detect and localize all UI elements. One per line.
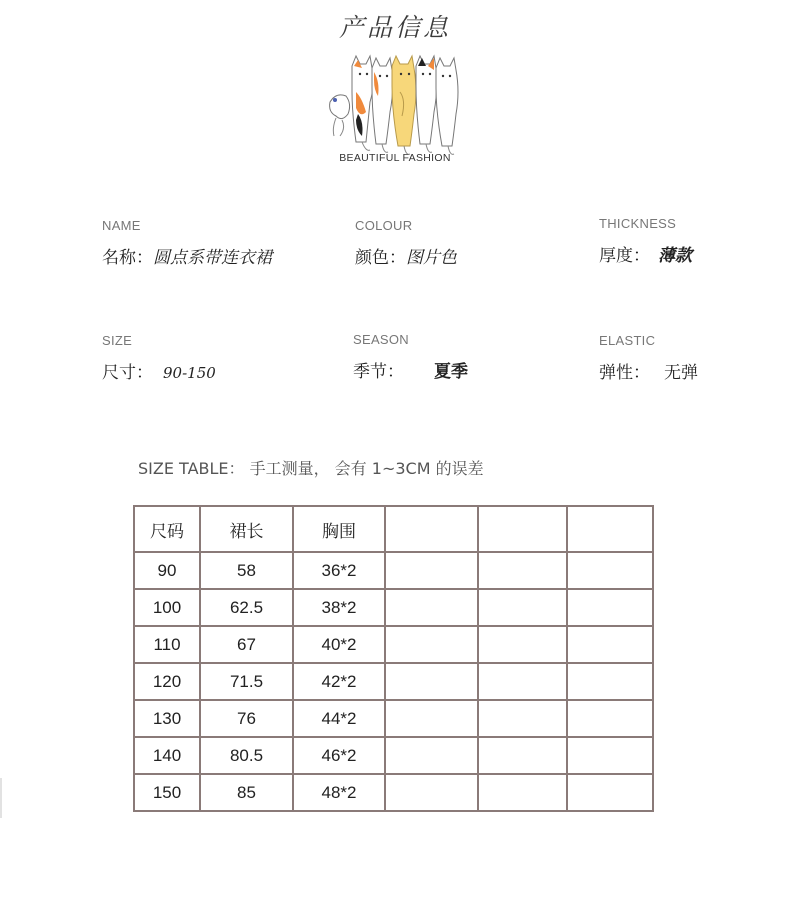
- table-cell: 85: [200, 774, 293, 811]
- table-row: [134, 737, 653, 774]
- edge-mark: [0, 778, 2, 818]
- table-cell: 90: [134, 552, 200, 589]
- table-cell: [567, 663, 653, 700]
- header-cell: 尺码: [134, 506, 200, 552]
- info-thickness-value: 薄款: [658, 246, 692, 266]
- table-cell: 150: [134, 774, 200, 811]
- table-cell: 62.5: [200, 589, 293, 626]
- header-cell: [385, 506, 478, 552]
- table-cell: [385, 737, 478, 774]
- info-size-en: SIZE: [102, 333, 133, 348]
- info-elastic-en: ELASTIC: [599, 333, 656, 348]
- table-cell: 76: [200, 700, 293, 737]
- size-table-header: [134, 506, 653, 552]
- info-colour-en: COLOUR: [355, 218, 413, 233]
- info-size-label: 尺寸：: [102, 363, 153, 383]
- table-cell: 130: [134, 700, 200, 737]
- info-thickness: [599, 216, 692, 266]
- table-cell: 100: [134, 589, 200, 626]
- table-row: [134, 552, 653, 589]
- page-title: 产品信息: [338, 13, 451, 42]
- table-cell: 110: [134, 626, 200, 663]
- info-season-label: 季节：: [353, 362, 404, 382]
- table-cell: [385, 552, 478, 589]
- table-cell: [567, 589, 653, 626]
- size-table-caption: SIZE TABLE： 手工测量， 会有 1~3CM 的误差: [138, 459, 484, 478]
- table-cell: 140: [134, 737, 200, 774]
- table-cell: [478, 552, 567, 589]
- header-cell: 胸围: [293, 506, 385, 552]
- info-name-value: 圆点系带连衣裙: [153, 248, 272, 268]
- size-table: [133, 505, 654, 812]
- header-cell: 裙长: [200, 506, 293, 552]
- table-cell: 71.5: [200, 663, 293, 700]
- info-size: [102, 333, 216, 383]
- table-row: [134, 589, 653, 626]
- info-season: [353, 332, 468, 382]
- table-cell: 80.5: [200, 737, 293, 774]
- table-cell: [385, 589, 478, 626]
- table-cell: [567, 737, 653, 774]
- table-cell: 38*2: [293, 589, 385, 626]
- table-cell: 48*2: [293, 774, 385, 811]
- info-thickness-en: THICKNESS: [599, 216, 677, 231]
- table-cell: [478, 700, 567, 737]
- info-thickness-label: 厚度：: [599, 246, 650, 266]
- info-colour-value: 图片色: [406, 248, 457, 268]
- info-name: [102, 218, 272, 268]
- table-cell: [385, 626, 478, 663]
- logo-caption: BEAUTIFUL FASHION: [339, 152, 451, 164]
- table-row: [134, 663, 653, 700]
- info-name-en: NAME: [102, 218, 141, 233]
- header-cell: [567, 506, 653, 552]
- table-cell: [478, 589, 567, 626]
- info-size-value: 90-150: [163, 364, 216, 382]
- info-colour-label: 颜色：: [355, 248, 406, 268]
- table-cell: [567, 774, 653, 811]
- table-cell: 58: [200, 552, 293, 589]
- table-cell: 120: [134, 663, 200, 700]
- table-row: [134, 774, 653, 811]
- table-cell: 67: [200, 626, 293, 663]
- table-cell: 46*2: [293, 737, 385, 774]
- table-cell: [478, 663, 567, 700]
- info-elastic-label: 弹性：: [599, 363, 650, 383]
- info-elastic-value: 无弹: [664, 363, 698, 383]
- table-cell: [567, 626, 653, 663]
- table-cell: 42*2: [293, 663, 385, 700]
- info-colour: [355, 218, 457, 268]
- table-cell: [478, 737, 567, 774]
- table-cell: 36*2: [293, 552, 385, 589]
- table-cell: 40*2: [293, 626, 385, 663]
- table-cell: 44*2: [293, 700, 385, 737]
- info-season-value: 夏季: [434, 362, 468, 382]
- table-cell: [385, 700, 478, 737]
- header-cell: [478, 506, 567, 552]
- table-cell: [385, 774, 478, 811]
- table-cell: [478, 774, 567, 811]
- table-cell: [567, 700, 653, 737]
- table-row: [134, 626, 653, 663]
- table-cell: [385, 663, 478, 700]
- info-elastic: [599, 333, 698, 383]
- table-cell: [478, 626, 567, 663]
- info-name-label: 名称：: [102, 248, 153, 268]
- table-row: [134, 700, 653, 737]
- info-season-en: SEASON: [353, 332, 409, 347]
- table-cell: [567, 552, 653, 589]
